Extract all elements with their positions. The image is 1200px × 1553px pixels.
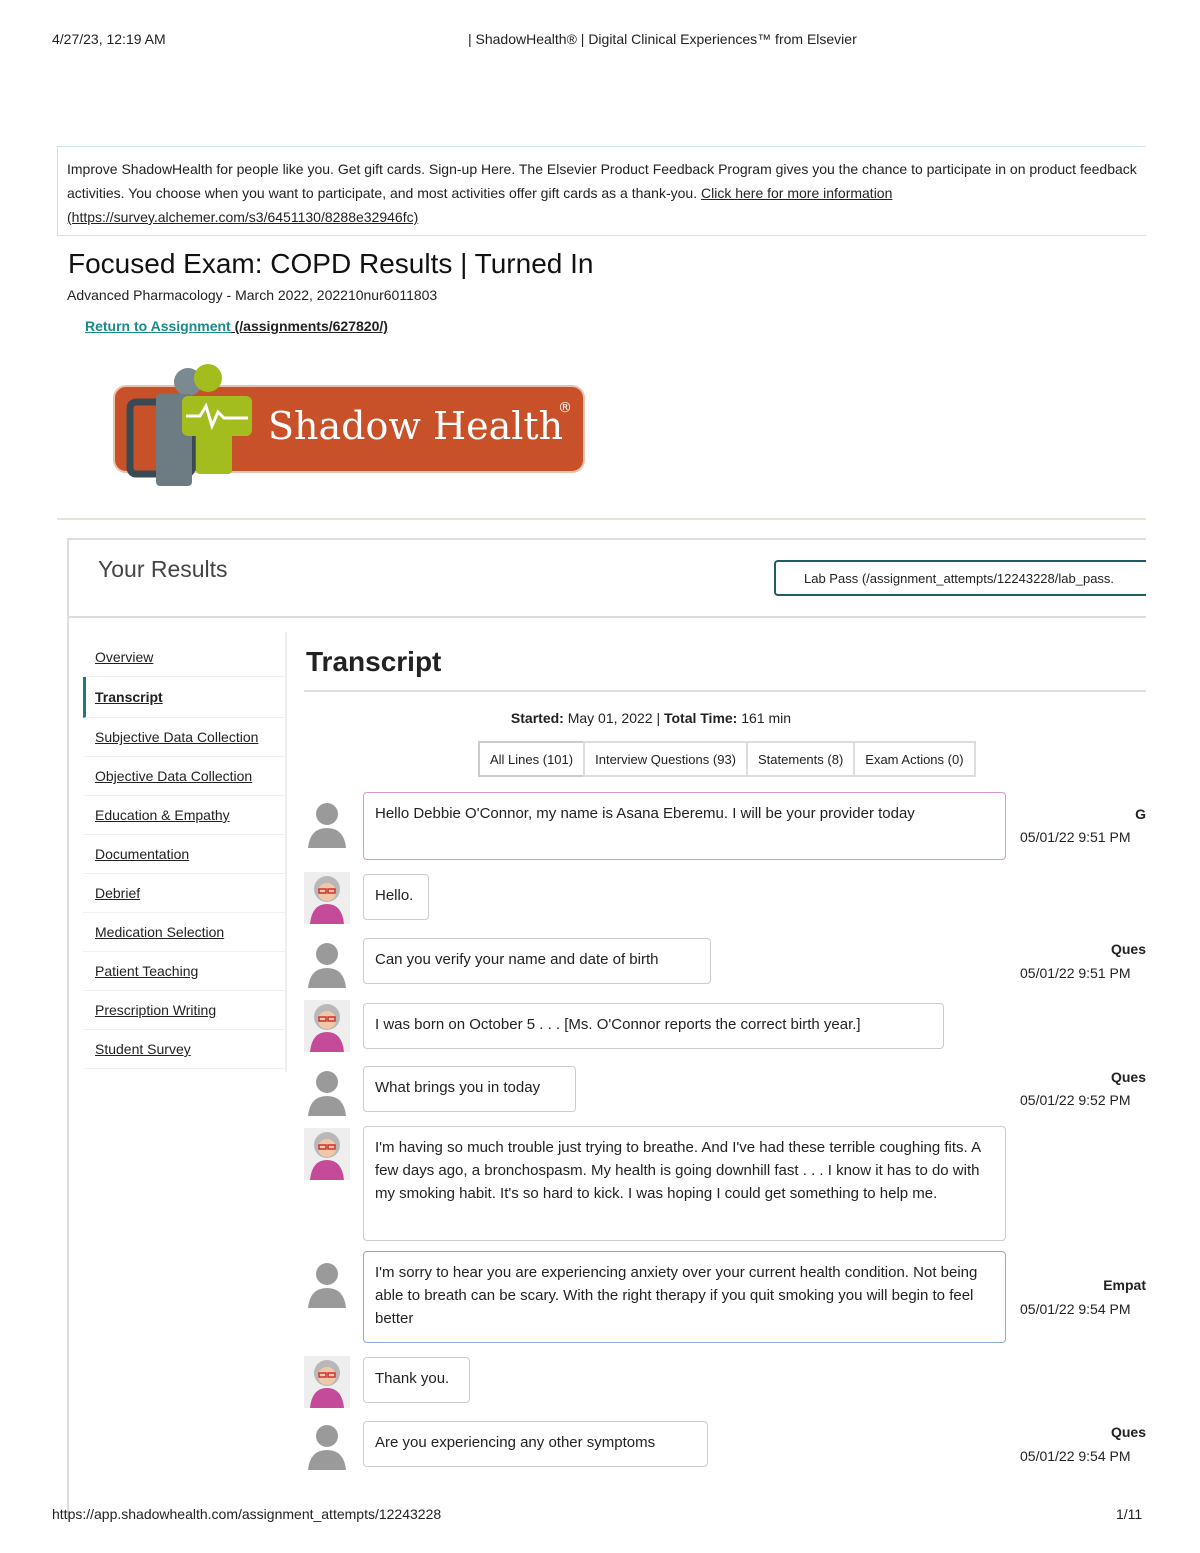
print-page-number: 1/11	[1116, 1506, 1143, 1522]
nav-link[interactable]: Medication Selection	[95, 924, 225, 940]
nav-link[interactable]: Overview	[95, 649, 154, 665]
total-time-value: 161 min	[737, 710, 792, 726]
shadow-health-logo	[108, 360, 588, 490]
lab-pass-button[interactable]: Lab Pass (/assignment_attempts/12243228/lab_pass.	[774, 560, 1146, 596]
nav-item-transcript[interactable]	[83, 677, 287, 718]
nav-link[interactable]: Patient Teaching	[95, 963, 199, 979]
filter-statements[interactable]: Statements (8)	[746, 741, 855, 777]
patient-avatar-icon	[304, 1356, 350, 1408]
logo-text: Shadow Health	[268, 404, 564, 448]
logo-registered-mark: ®	[558, 400, 572, 416]
message-type: Ques	[1110, 1069, 1146, 1085]
filter-interview-questions[interactable]: Interview Questions (93)	[583, 741, 748, 777]
student-message: Can you verify your name and date of birth	[363, 938, 711, 984]
banner-more-info-link[interactable]: Click here for more information (https://survey.alchemer.com/s3/6451130/8288e32946fc)	[67, 185, 893, 225]
nav-item-medication-selection[interactable]	[83, 913, 287, 952]
nav-item-student-survey[interactable]	[83, 1030, 287, 1069]
student-avatar-icon	[304, 1066, 350, 1118]
message-type: G	[1135, 806, 1146, 822]
nav-divider	[285, 632, 287, 1072]
student-message: I'm sorry to hear you are experiencing anxiety over your current health condition. Not being able to breath can be scary. With the right therapy if you quit smoking you will begin to feel better	[363, 1251, 1006, 1343]
page-title: Focused Exam: COPD Results | Turned In	[68, 248, 594, 279]
nav-link[interactable]: Objective Data Collection	[95, 768, 253, 784]
return-to-assignment-url: (/assignments/627820/)	[230, 318, 388, 334]
results-side-nav	[83, 638, 287, 1069]
banner-text: Improve ShadowHealth for people like you. Get gift cards. Sign-up Here. The Elsevier Product Feedback Program gives you the chance to participate in on product feedback activities. You choose when you want to participate, and most activities offer gift cards as a thank-you.	[67, 161, 1137, 201]
nav-link[interactable]: Education & Empathy	[95, 807, 230, 823]
nav-link[interactable]: Student Survey	[95, 1041, 191, 1057]
message-time: 05/01/22 9:51 PM	[1020, 829, 1131, 845]
started-value: May 01, 2022 |	[563, 710, 664, 726]
message-time: 05/01/22 9:54 PM	[1020, 1301, 1131, 1317]
student-message: Are you experiencing any other symptoms	[363, 1421, 708, 1467]
student-avatar-icon	[304, 938, 350, 990]
transcript-filter-tabs	[480, 741, 976, 777]
patient-avatar-icon	[304, 1128, 350, 1180]
section-divider	[57, 518, 1146, 520]
nav-item-documentation[interactable]	[83, 835, 287, 874]
return-to-assignment-link[interactable]: Return to Assignment	[85, 318, 231, 334]
student-message: What brings you in today	[363, 1066, 576, 1112]
patient-message: Thank you.	[363, 1357, 470, 1403]
nav-item-overview[interactable]	[83, 638, 287, 677]
started-label: Started:	[510, 710, 564, 726]
print-url: https://app.shadowhealth.com/assignment_attempts/12243228	[52, 1506, 442, 1522]
nav-item-education-empathy[interactable]	[83, 796, 287, 835]
return-to-assignment[interactable]	[85, 318, 388, 334]
student-avatar-icon	[304, 798, 350, 850]
transcript-title: Transcript	[306, 646, 442, 677]
nav-link[interactable]: Documentation	[95, 846, 190, 862]
patient-avatar-icon	[304, 872, 350, 924]
nav-item-prescription-writing[interactable]	[83, 991, 287, 1030]
nav-item-subjective-data-collection[interactable]	[83, 718, 287, 757]
nav-item-patient-teaching[interactable]	[83, 952, 287, 991]
nav-link[interactable]: Transcript	[95, 689, 163, 705]
print-page-title: | ShadowHealth® | Digital Clinical Experiences™ from Elsevier	[468, 31, 857, 47]
filter-exam-actions[interactable]: Exam Actions (0)	[853, 741, 975, 777]
patient-message: Hello.	[363, 874, 429, 920]
feedback-banner	[57, 146, 1146, 236]
filter-all-lines[interactable]: All Lines (101)	[478, 741, 585, 777]
nav-link[interactable]: Debrief	[95, 885, 141, 901]
print-date: 4/27/23, 12:19 AM	[52, 31, 166, 47]
message-time: 05/01/22 9:51 PM	[1020, 965, 1131, 981]
patient-message: I'm having so much trouble just trying to breathe. And I've had these terrible coughing fits. A few days ago, a bronchospasm. My health is going downhill fast . . . I know it has to do with my smoking habit. It's so hard to kick. I was hoping I could get something to help me.	[363, 1126, 1006, 1241]
message-type: Ques	[1110, 1424, 1146, 1440]
nav-item-debrief[interactable]	[83, 874, 287, 913]
message-time: 05/01/22 9:52 PM	[1020, 1092, 1131, 1108]
student-avatar-icon	[304, 1420, 350, 1472]
student-avatar-icon	[304, 1258, 350, 1310]
message-type: Empat	[1103, 1277, 1146, 1293]
total-time-label: Total Time:	[663, 710, 738, 726]
message-type: Ques	[1110, 941, 1146, 957]
student-message: Hello Debbie O'Connor, my name is Asana Eberemu. I will be your provider today	[363, 792, 1006, 860]
course-subtitle: Advanced Pharmacology - March 2022, 202210nur6011803	[67, 287, 438, 303]
nav-link[interactable]: Subjective Data Collection	[95, 729, 259, 745]
transcript-divider	[304, 690, 1146, 692]
patient-message: I was born on October 5 . . . [Ms. O'Connor reports the correct birth year.]	[363, 1003, 944, 1049]
session-summary	[304, 710, 998, 726]
results-title: Your Results	[98, 556, 228, 582]
patient-avatar-icon	[304, 1000, 350, 1052]
message-time: 05/01/22 9:54 PM	[1020, 1448, 1131, 1464]
nav-link[interactable]: Prescription Writing	[95, 1002, 217, 1018]
nav-item-objective-data-collection[interactable]	[83, 757, 287, 796]
